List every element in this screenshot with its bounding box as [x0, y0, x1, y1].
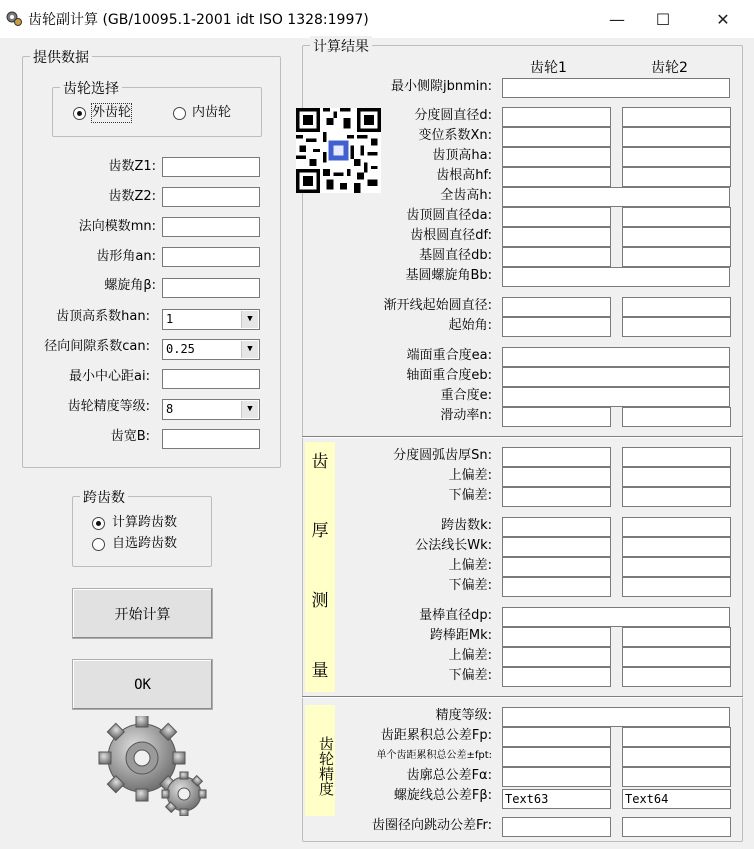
span-teeth-legend: 跨齿数 — [80, 487, 128, 507]
sn-upper2-output[interactable] — [622, 467, 731, 487]
ai-input[interactable] — [162, 369, 260, 389]
gears-icon — [98, 716, 210, 816]
ha1-output[interactable] — [502, 147, 611, 167]
beta-input[interactable] — [162, 278, 260, 298]
k-label: 跨齿数k: — [441, 518, 492, 533]
fpt1-output[interactable] — [502, 747, 611, 767]
bb-label: 基圆螺旋角Bb: — [405, 268, 492, 283]
da2-output[interactable] — [622, 207, 731, 227]
thickness-band — [305, 442, 335, 692]
e-label: 重合度e: — [440, 388, 492, 403]
start-diameter2-output[interactable] — [622, 297, 731, 317]
dp-label: 量棒直径dp: — [419, 608, 492, 623]
fp-label: 齿距累积总公差Fp: — [380, 728, 492, 743]
internal-gear-label[interactable]: 内齿轮 — [192, 105, 232, 120]
hf2-output[interactable] — [622, 167, 731, 187]
sn-lower-label: 下偏差: — [448, 488, 492, 503]
z2-input[interactable] — [162, 187, 260, 207]
xn-label: 变位系数Xn: — [418, 128, 492, 143]
mk-upper-label: 上偏差: — [448, 648, 492, 663]
ha2-output[interactable] — [622, 147, 731, 167]
calc-span-label[interactable]: 计算跨齿数 — [112, 515, 178, 530]
xn2-output[interactable] — [622, 127, 731, 147]
h-output[interactable] — [502, 187, 730, 207]
wk-upper-label: 上偏差: — [448, 558, 492, 573]
z1-label: 齿数Z1: — [108, 159, 156, 174]
start-diameter1-output[interactable] — [502, 297, 611, 317]
fa1-output[interactable] — [502, 767, 611, 787]
db1-output[interactable] — [502, 247, 611, 267]
b-label: 齿宽B: — [110, 429, 150, 444]
start-angle1-output[interactable] — [502, 317, 611, 337]
z1-input[interactable] — [162, 157, 260, 177]
han-select[interactable] — [162, 309, 260, 330]
da-label: 齿顶圆直径da: — [406, 208, 492, 223]
sn-lower1-output[interactable] — [502, 487, 611, 507]
eb-output[interactable] — [502, 367, 730, 387]
beta-label: 螺旋角β: — [104, 278, 156, 293]
thickness-band-char: 量 — [311, 661, 329, 681]
da1-output[interactable] — [502, 207, 611, 227]
sn-upper1-output[interactable] — [502, 467, 611, 487]
an-label: 齿形角an: — [96, 249, 156, 264]
fp2-output[interactable] — [622, 727, 731, 747]
mn-input[interactable] — [162, 217, 260, 237]
fpt2-output[interactable] — [622, 747, 731, 767]
n-label: 滑动率n: — [440, 408, 492, 423]
gear-select-legend: 齿轮选择 — [60, 78, 122, 98]
sn-label: 分度圆弧齿厚Sn: — [393, 448, 492, 463]
results-legend: 计算结果 — [310, 36, 372, 56]
grade-select[interactable] — [162, 399, 260, 420]
ai-label: 最小中心距ai: — [69, 369, 150, 384]
b-input[interactable] — [162, 429, 260, 449]
jbnmin-label: 最小侧隙jbnmin: — [391, 79, 492, 94]
start-diameter-label: 渐开线起始圆直径: — [383, 298, 492, 313]
mk-label: 跨棒距Mk: — [429, 628, 492, 643]
section-divider — [302, 436, 743, 438]
fr1-output[interactable] — [502, 817, 611, 837]
close-button[interactable]: ✕ — [716, 9, 730, 29]
han-value: 1 — [166, 312, 174, 326]
h-label: 全齿高h: — [440, 188, 492, 203]
maximize-button[interactable]: ☐ — [655, 9, 671, 29]
can-value: 0.25 — [166, 342, 195, 356]
window-title: 齿轮副计算 (GB/10095.1-2001 idt ISO 1328:1997) — [28, 12, 369, 28]
wk-lower-label: 下偏差: — [448, 578, 492, 593]
custom-span-label[interactable]: 自选跨齿数 — [112, 536, 178, 551]
wk-upper1-output[interactable] — [502, 557, 611, 577]
gear2-header: 齿轮2 — [651, 60, 688, 76]
calc-span-radio[interactable] — [92, 517, 105, 530]
thickness-band-char: 齿 — [311, 452, 329, 472]
external-gear-radio[interactable] — [73, 107, 86, 120]
ea-output[interactable] — [502, 347, 730, 367]
thickness-band-char: 测 — [311, 591, 329, 611]
e-output[interactable] — [502, 387, 730, 407]
mk-lower1-output[interactable] — [502, 667, 611, 687]
hf-label: 齿根高hf: — [436, 168, 492, 183]
mk-upper2-output[interactable] — [622, 647, 731, 667]
fp1-output[interactable] — [502, 727, 611, 747]
an-input[interactable] — [162, 247, 260, 267]
ea-label: 端面重合度ea: — [406, 348, 492, 363]
mk1-output[interactable] — [502, 627, 611, 647]
minimize-button[interactable]: — — [609, 9, 625, 29]
fb1-output[interactable]: Text63 — [502, 789, 611, 809]
fb2-output[interactable]: Text64 — [622, 789, 731, 809]
n2-output[interactable] — [622, 407, 731, 427]
can-label: 径向间隙系数can: — [44, 339, 150, 354]
mn-label: 法向模数mn: — [78, 219, 156, 234]
qr-code-image — [296, 108, 381, 193]
n1-output[interactable] — [502, 407, 611, 427]
chevron-down-icon[interactable]: ▼ — [241, 401, 258, 418]
k1-output[interactable] — [502, 517, 611, 537]
section-divider — [302, 696, 743, 698]
can-select[interactable] — [162, 339, 260, 360]
gear-app-icon — [6, 10, 22, 26]
external-gear-label[interactable]: 外齿轮 — [92, 105, 132, 120]
d1-output[interactable] — [502, 107, 611, 127]
hf1-output[interactable] — [502, 167, 611, 187]
wk1-output[interactable] — [502, 537, 611, 557]
d-label: 分度圆直径d: — [414, 108, 492, 123]
wk-lower1-output[interactable] — [502, 577, 611, 597]
mk-upper1-output[interactable] — [502, 647, 611, 667]
wk-lower2-output[interactable] — [622, 577, 731, 597]
eb-label: 轴面重合度eb: — [406, 368, 492, 383]
z2-label: 齿数Z2: — [108, 189, 156, 204]
gear1-header: 齿轮1 — [530, 60, 567, 76]
xn1-output[interactable] — [502, 127, 611, 147]
fa-label: 齿廓总公差Fα: — [406, 768, 492, 783]
ok-button[interactable]: OK — [72, 659, 213, 710]
dp-output[interactable] — [502, 607, 730, 627]
sn2-output[interactable] — [622, 447, 731, 467]
sn1-output[interactable] — [502, 447, 611, 467]
df1-output[interactable] — [502, 227, 611, 247]
bb-output[interactable] — [502, 267, 730, 287]
wk-label: 公法线长Wk: — [415, 538, 492, 553]
fb-label: 螺旋线总公差Fβ: — [393, 788, 492, 803]
fa2-output[interactable] — [622, 767, 731, 787]
d2-output[interactable] — [622, 107, 731, 127]
custom-span-radio[interactable] — [92, 538, 105, 551]
precision-grade-output[interactable] — [502, 707, 730, 727]
sn-lower2-output[interactable] — [622, 487, 731, 507]
precision-band: 齿轮精度 — [305, 705, 335, 816]
wk-upper2-output[interactable] — [622, 557, 731, 577]
mk-lower-label: 下偏差: — [448, 668, 492, 683]
thickness-band-char: 厚 — [311, 521, 329, 541]
chevron-down-icon[interactable]: ▼ — [241, 341, 258, 358]
df-label: 齿根圆直径df: — [410, 228, 492, 243]
mk-lower2-output[interactable] — [622, 667, 731, 687]
k2-output[interactable] — [622, 517, 731, 537]
mk2-output[interactable] — [622, 627, 731, 647]
grade-label: 齿轮精度等级: — [67, 399, 150, 414]
grade-value: 8 — [166, 402, 174, 416]
ha-label: 齿顶高ha: — [432, 148, 492, 163]
df2-output[interactable] — [622, 227, 731, 247]
start-calc-button[interactable]: 开始计算 — [72, 588, 213, 639]
start-angle-label: 起始角: — [448, 318, 492, 333]
precision-grade-label: 精度等级: — [435, 708, 492, 723]
fr-label: 齿圈径向跳动公差Fr: — [371, 818, 492, 833]
sn-upper-label: 上偏差: — [448, 468, 492, 483]
han-label: 齿顶高系数han: — [56, 309, 150, 324]
internal-gear-radio[interactable] — [173, 107, 186, 120]
fpt-label: 单个齿距累积总公差±fpt: — [376, 750, 492, 761]
start-angle2-output[interactable] — [622, 317, 731, 337]
db-label: 基圆直径db: — [419, 248, 492, 263]
provide-data-legend: 提供数据 — [30, 47, 92, 67]
chevron-down-icon[interactable]: ▼ — [241, 311, 258, 328]
wk2-output[interactable] — [622, 537, 731, 557]
fr2-output[interactable] — [622, 817, 731, 837]
jbnmin-output[interactable] — [502, 78, 730, 98]
db2-output[interactable] — [622, 247, 731, 267]
